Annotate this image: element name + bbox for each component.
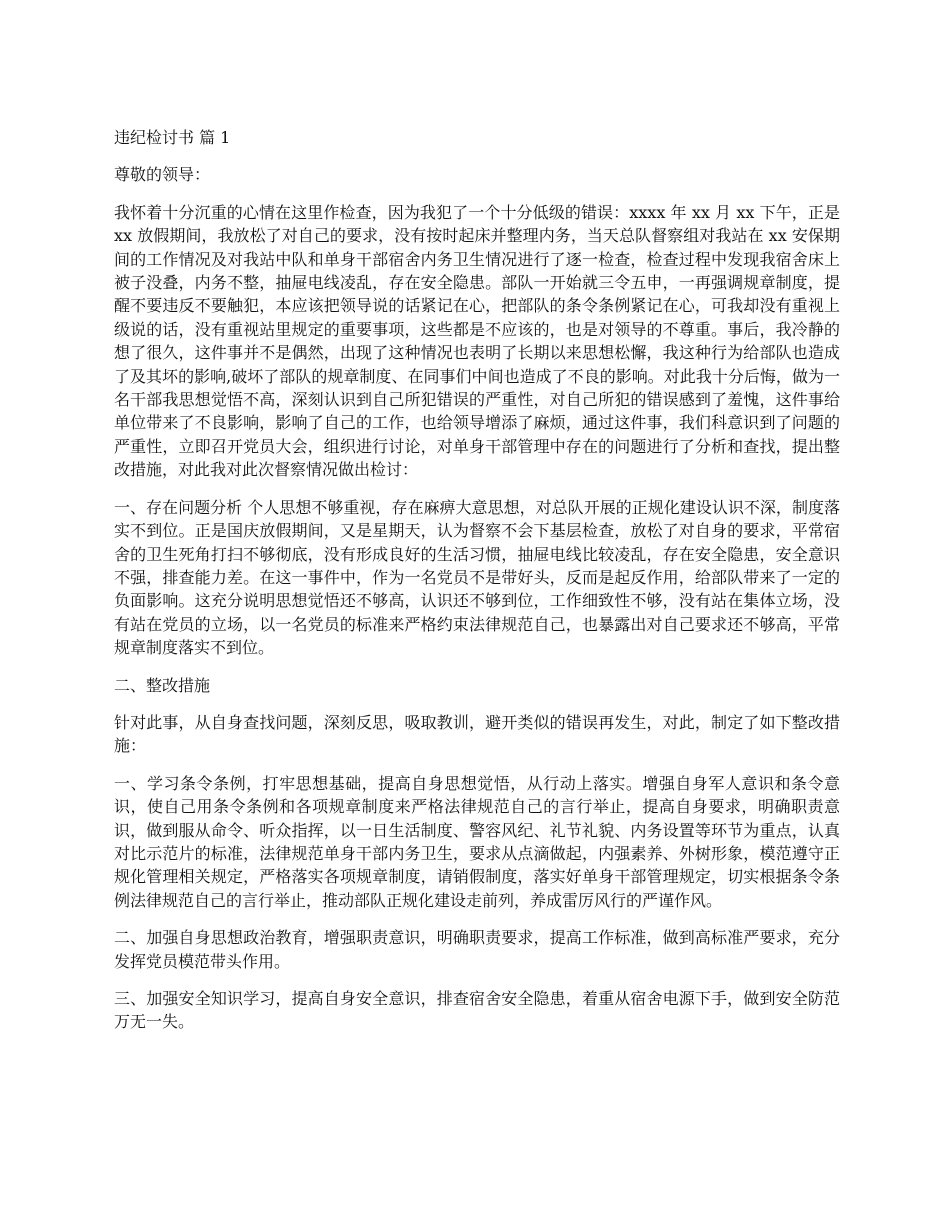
paragraph-measure-2: 二、加强自身思想政治教育，增强职责意识，明确职责要求，提高工作标准，做到高标准严要求，充分发挥党员模范带头作用。 [114, 928, 840, 971]
document-body [114, 126, 840, 1048]
paragraph-measures-intro: 针对此事，从自身查找问题，深刻反思，吸取教训，避开类似的错误再发生，对此，制定了如下整改措施： [114, 712, 840, 756]
paragraph-problem-analysis: 一、存在问题分析 个人思想不够重视，存在麻痹大意思想，对总队开展的正规化建设认识不深，制度落实不到位。正是国庆放假期间，又是星期天，认为督察不会下基层检查，放松了对自身的要求，平常宿舍的卫生死角打扫不够彻底，没有形成良好的生活习惯，抽屉电线比较凌乱，存在安全隐患，安全意识不强，排查能力差。在这一事件中，作为一名党员不是带好头，反而是起反作用，给部队带来了一定的负面影响。这充分说明思想觉悟还不够高，认识还不够到位，工作细致性不够，没有站在集体立场，没有站在党员的立场，以一名党员的标准来严格约束法律规范自己，也暴露出对自己要求还不够高，平常规章制度落实不到位。 [114, 497, 840, 658]
document-title: 违纪检讨书 篇 1 [114, 128, 231, 147]
paragraph-intro: 我怀着十分沉重的心情在这里作检查，因为我犯了一个十分低级的错误：xxxx 年 xx 月 xx 下午，正是 xx 放假期间，我放松了对自己的要求，没有按时起床并整理内务，当天总队督察组对我站在 xx 安保期间的工作情况及对我站中队和单身干部宿舍内务卫生情况进行了逐一检查，检查过程中发现我宿舍床上被子没叠，内务不整，抽屉电线凌乱，存在安全隐患。部队一开始就三令五申，一再强调规章制度，提醒不要违反不要触犯，本应该把领导说的话紧记在心，把部队的条令条例紧记在心，可我却没有重视上级说的话，没有重视站里规定的重要事项，这些都是不应该的，也是对领导的不尊重。事后，我冷静的想了很久，这件事并不是偶然，出现了这种情况也表明了长期以来思想松懈，我这种行为给部队也造成了及其坏的影响,破坏了部队的规章制度、在同事们中间也造成了不良的影响。对此我十分后悔，做为一名干部我思想觉悟不高，深刻认识到自己所犯错误的严重性，对自己所犯的错误感到了羞愧，这件事给单位带来了不良影响，影响了自己的工作，也给领导增添了麻烦，通过这件事，我们科意识到了问题的严重性，立即召开党员大会，组织进行讨论，对单身干部管理中存在的问题进行了分析和查找，提出整改措施，对此我对此次督察情况做出检讨： [114, 202, 840, 480]
salutation: 尊敬的领导： [114, 165, 211, 185]
section-heading-measures: 二、整改措施 [114, 675, 211, 695]
paragraph-measure-3: 三、加强安全知识学习，提高自身安全意识，排查宿舍安全隐患，着重从宿舍电源下手，做到安全防范万无一失。 [114, 989, 840, 1032]
paragraph-measure-1: 一、学习条令条例，打牢思想基础，提高自身思想觉悟，从行动上落实。增强自身军人意识和条令意识，使自己用条令条例和各项规章制度来严格法律规范自己的言行举止，提高自身要求，明确职责意识，做到服从命令、听众指挥，以一日生活制度、警容风纪、礼节礼貌、内务设置等环节为重点，认真对比示范片的标准，法律规范单身干部内务卫生，要求从点滴做起，内强素养、外树形象，模范遵守正规化管理相关规定，严格落实各项规章制度，请销假制度，落实好单身干部管理规定，切实根据条令条例法律规范自己的言行举止，推动部队正规化建设走前列，养成雷厉风行的严谨作风。 [114, 773, 840, 910]
